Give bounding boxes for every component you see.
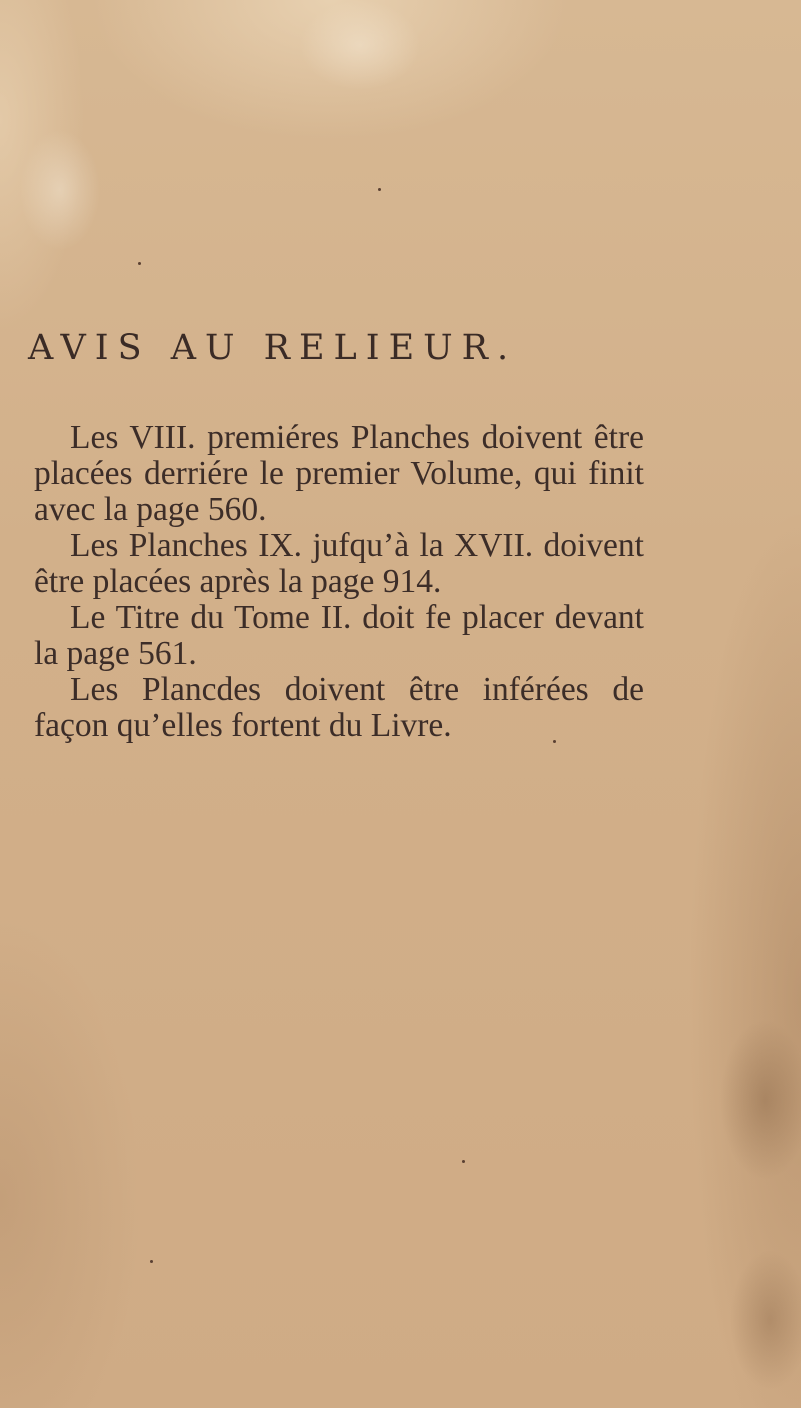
ink-speck <box>150 1260 153 1263</box>
paragraph-planches-ix-xvii: Les Planches IX. jufqu’à la XVII. doivent être placées après la page 914. <box>34 527 644 600</box>
paper-stain <box>730 1250 801 1390</box>
notice-body <box>34 420 644 744</box>
ink-speck <box>138 262 141 265</box>
page-title: AVIS AU RELIEUR. <box>28 328 518 368</box>
paper-stain <box>720 1020 801 1180</box>
ink-speck <box>462 1160 465 1163</box>
ink-speck <box>378 188 381 191</box>
paper-stain <box>20 130 100 250</box>
paragraph-titre-tome-ii: Le Titre du Tome II. doit fe placer devant la page 561. <box>34 599 644 672</box>
paragraph-insertion: Les Plancdes doivent être inférées de façon qu’elles fortent du Livre. <box>34 671 644 744</box>
paragraph-planches-i-viii: Les VIII. premiéres Planches doivent être placées derriére le premier Volume, qui finit avec la page 560. <box>34 419 644 528</box>
paper-stain <box>300 0 420 90</box>
